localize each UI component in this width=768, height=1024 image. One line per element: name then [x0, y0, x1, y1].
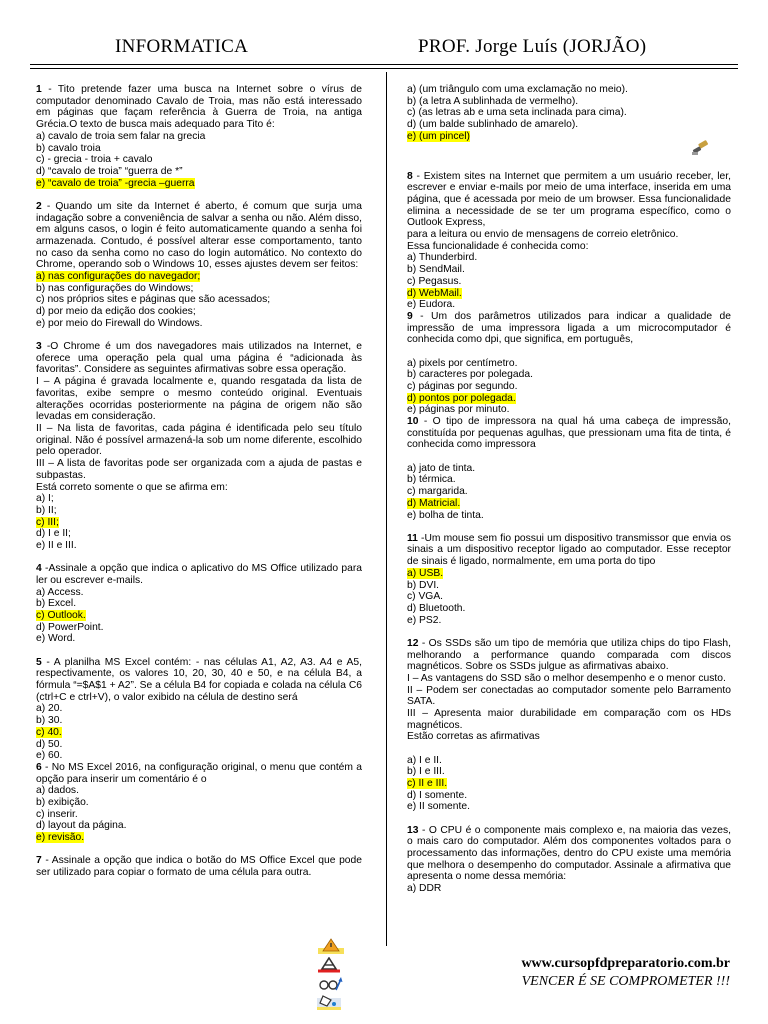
question-3 [36, 341, 362, 552]
option-text: a) I e II. [407, 754, 442, 766]
option-text: a) I; [36, 493, 54, 505]
option-list [407, 568, 731, 627]
option-item [36, 540, 362, 552]
option-text: a) (um triângulo com uma exclamação no meio). [407, 84, 628, 95]
option-item [407, 801, 731, 813]
spacer [407, 451, 731, 463]
option-text: c) VGA. [407, 591, 444, 603]
spacer [407, 743, 731, 755]
question-6 [36, 762, 362, 844]
option-item [36, 610, 362, 622]
option-text: e) II e III. [36, 540, 77, 552]
option-list [407, 755, 731, 814]
option-item [36, 505, 362, 517]
option-item [36, 703, 362, 715]
question-text: - Os SSDs são um tipo de memória que utiliza chips do tipo Flash, melhorando a performance quando comparada com discos magnéticos. Sobre os SSDs julgue as afirmativas abaixo. [407, 637, 731, 673]
option-item [407, 107, 731, 119]
option-text: a) dados. [36, 785, 79, 797]
question-number: 13 [407, 824, 419, 836]
question-number: 3 [36, 341, 42, 353]
question-text: - O tipo de impressora na qual há uma cabeça de impressão, constituída por pequenas agulhas, que pressionam uma fita de tinta, é conhecida como impressora [407, 416, 731, 451]
option-text: b) 30. [36, 715, 63, 727]
option-item [36, 633, 362, 645]
option-text: b) caracteres por polegada. [407, 369, 533, 381]
option-text: a) jato de tinta. [407, 462, 476, 474]
question-8 [407, 171, 731, 311]
highlighted-answer: e) revisão. [36, 832, 85, 844]
question-7 [36, 855, 362, 878]
option-item [407, 264, 731, 276]
option-item [36, 178, 362, 190]
option-text: c) margarida. [407, 486, 468, 498]
option-item [36, 271, 362, 283]
option-item [407, 603, 731, 615]
question-10 [407, 416, 731, 521]
option-item [36, 598, 362, 610]
option-text: b) II; [36, 504, 57, 516]
option-text: b) DVI. [407, 579, 440, 591]
question-paragraph: III – Apresenta maior durabilidade em comparação com os HDs magnéticos. [407, 708, 731, 731]
option-item [407, 486, 731, 498]
question-text: -Assinale a opção que indica o aplicativo do MS Office utilizado para ler ou escrever e-mails. [36, 563, 362, 586]
highlighted-answer: c) II e III. [407, 778, 448, 790]
option-item [407, 96, 731, 108]
question-text: - O CPU é o componente mais complexo e, na maioria das vezes, o mais caro do computador. Além dos componentes voltados para o processamento das informações, dentro do CPU existe uma memória que melhora o desempenho do computador. Assinale a afirmativa que apresenta o nome dessa memória: [407, 824, 731, 883]
question-stem [407, 311, 731, 346]
option-text: b) (a letra A sublinhada de vermelho). [407, 95, 579, 107]
option-text: e) por meio do Firewall do Windows. [36, 317, 203, 329]
question-paragraph: II – Na lista de favoritas, cada página é identificada pelo seu título original. Não é possível armazená-la sob um nome diferente, escolhido pelo operador. [36, 422, 362, 458]
option-list [36, 703, 362, 762]
option-text: d) I somente. [407, 789, 468, 801]
option-text: a) Thunderbird. [407, 252, 478, 264]
question-9 [407, 311, 731, 416]
highlighted-answer: a) nas configurações do navegador; [36, 271, 201, 283]
option-item [407, 568, 731, 580]
question-stem [36, 201, 362, 271]
highlighted-answer: c) 40. [36, 726, 62, 738]
option-item [407, 463, 731, 475]
option-item [407, 381, 731, 393]
option-item [36, 283, 362, 295]
paintbrush-icon [690, 140, 712, 158]
question-stem [36, 84, 362, 131]
option-text: e) II somente. [407, 801, 470, 813]
right-column [407, 84, 731, 906]
header-rule [30, 64, 738, 65]
header-teacher: PROF. Jorge Luís (JORJÃO) [418, 36, 647, 57]
option-text: d) PowerPoint. [36, 621, 104, 633]
question-paragraph: Essa funcionalidade é conhecida como: [407, 240, 589, 252]
option-item [36, 318, 362, 330]
option-item [407, 369, 731, 381]
option-text: e) 60. [36, 750, 63, 762]
option-text: e) bolha de tinta. [407, 509, 484, 521]
question-number: 8 [407, 170, 413, 182]
option-text: d) “cavalo de troia” “guerra de *” [36, 165, 183, 177]
option-text: b) nas configurações do Windows; [36, 282, 194, 294]
option-item [407, 766, 731, 778]
option-text: a) DDR [407, 883, 442, 895]
question-paragraph: II – Podem ser conectadas ao computador somente pelo Barramento SATA. [407, 684, 731, 708]
option-text: c) inserir. [36, 808, 78, 820]
option-item [36, 832, 362, 844]
option-item [407, 591, 731, 603]
question-number: 10 [407, 416, 419, 428]
option-list [36, 785, 362, 844]
option-list [407, 463, 731, 522]
question-stem [407, 416, 731, 451]
option-list [36, 587, 362, 646]
question-number: 11 [407, 532, 418, 544]
option-item [36, 528, 362, 540]
question-text: - Quando um site da Internet é aberto, é comum que surja uma indagação sobre a conveniência de salvar a senha ou não. Além disso, em alguns casos, o login é feito automaticamente quando a senha foi armazenada. Contudo, é possível alterar esse comportamento, tanto no caso da senha como no caso do login automático. No contexto do Chrome, operando sob o Windows 10, esses ajustes devem ser feitos: [36, 200, 362, 271]
question-2 [36, 201, 362, 330]
paint-bucket-icon [314, 993, 344, 1011]
option-text: e) páginas por minuto. [407, 404, 510, 416]
option-list [407, 883, 731, 895]
question-text: -Um mouse sem fio possui um dispositivo transmissor que envia os sinais a um dispositivo receptor ligado ao computador. Esse receptor de sinais é ligado, normalmente, em uma porta do tipo [407, 532, 731, 568]
option-list [407, 358, 731, 417]
highlighted-answer: d) pontos por polegada. [407, 392, 516, 404]
question-paragraph: para a leitura ou envio de mensagens de correio eletrônico. [407, 229, 679, 241]
question-paragraph: I – As vantagens do SSD são o melhor desempenho e o menor custo. [407, 672, 726, 684]
column-divider [386, 72, 387, 946]
option-text: a) 20. [36, 703, 63, 715]
option-text: d) Bluetooth. [407, 602, 466, 614]
option-text: d) (um balde sublinhado de amarelo). [407, 119, 579, 131]
warning-triangle-icon [318, 938, 344, 954]
question-stem [36, 855, 362, 878]
question-text: -O Chrome é um dos navegadores mais utilizados na Internet, e oferece uma operação pela qual uma página é “adicionada às favoritas”. Considere as seguintes afirmativas sobre essa operação. [36, 341, 362, 376]
option-item [407, 755, 731, 767]
option-item [407, 131, 731, 143]
option-text: d) por meio da edição dos cookies; [36, 306, 196, 318]
question-stem [36, 762, 362, 785]
question-paragraph: I – A página é gravada localmente e, quando resgatada da lista de favoritas, exibe sempre o mesmo conteúdo original. Eventuais alterações ocorridas posteriormente na página de origem não são levadas em consideração. [36, 376, 362, 423]
option-item [36, 131, 362, 143]
option-item [36, 493, 362, 505]
header-rule-thin [30, 68, 738, 69]
option-text: e) Word. [36, 633, 76, 645]
option-text: d) 50. [36, 738, 63, 750]
option-item [407, 288, 731, 300]
question-paragraph: Está correto somente o que se afirma em: [36, 481, 228, 493]
option-text: c) nos próprios sites e páginas que são acessados; [36, 294, 271, 306]
option-text: c) páginas por segundo. [407, 380, 518, 392]
question-text: - Assinale a opção que indica o botão do MS Office Excel que pode ser utilizado para copiar o formato de uma célula para outra. [36, 855, 362, 879]
question-12 [407, 638, 731, 813]
option-item [407, 358, 731, 370]
question-number: 4 [36, 563, 42, 575]
option-item [36, 587, 362, 599]
option-item [36, 785, 362, 797]
question-stem [36, 341, 362, 376]
option-item [407, 510, 731, 522]
left-column [36, 84, 362, 890]
option-item [407, 276, 731, 288]
highlighted-answer: d) Matricial. [407, 497, 461, 509]
option-item [407, 299, 731, 311]
option-item [407, 883, 731, 895]
question-13 [407, 825, 731, 895]
question-stem [407, 825, 731, 884]
option-item [36, 306, 362, 318]
highlighted-answer: c) III; [36, 516, 59, 528]
option-item [36, 143, 362, 155]
option-item [407, 580, 731, 592]
option-item [407, 252, 731, 264]
question-text: - Existem sites na Internet que permitem a um usuário receber, ler, escrever e enviar e-mails por meio de uma interface, inserida em uma página, que é acessada por meio de um browser. Essa funcionalidade elimina a necessidade de se ter um programa específico, como o Outlook Express, [407, 170, 731, 229]
question-number: 7 [36, 855, 42, 867]
option-list [36, 493, 362, 552]
question-5 [36, 657, 362, 762]
option-item [36, 166, 362, 178]
option-item [36, 622, 362, 634]
option-item [36, 294, 362, 306]
question-stem [36, 657, 362, 704]
option-item [407, 404, 731, 416]
option-text: a) cavalo de troia sem falar na grecia [36, 130, 206, 142]
question-number: 6 [36, 761, 42, 773]
option-text: e) PS2. [407, 614, 442, 626]
option-text: b) cavalo troia [36, 142, 101, 154]
spacer [407, 346, 731, 358]
question-stem [407, 638, 731, 673]
highlighted-answer: e) (um pincel) [407, 130, 470, 142]
option-item [407, 119, 731, 131]
option-text: b) térmica. [407, 474, 456, 486]
option-item [407, 790, 731, 802]
option-text: b) SendMail. [407, 264, 465, 276]
question-paragraph: Estão corretas as afirmativas [407, 731, 540, 743]
question-stem [36, 563, 362, 586]
option-item [407, 498, 731, 510]
option-item [36, 820, 362, 832]
option-item [407, 84, 731, 96]
question-11 [407, 533, 731, 627]
option-list [407, 252, 731, 311]
option-list [36, 131, 362, 190]
option-item [36, 517, 362, 529]
option-text: d) I e II; [36, 528, 71, 540]
header-subject: INFORMATICA [115, 36, 249, 57]
question-1 [36, 84, 362, 189]
option-item [407, 615, 731, 627]
highlighted-answer: d) WebMail. [407, 287, 462, 299]
option-item [36, 809, 362, 821]
question-4 [36, 563, 362, 645]
question-number: 1 [36, 84, 42, 95]
highlighted-answer: a) USB. [407, 567, 444, 579]
font-color-icon [316, 957, 342, 973]
option-text: a) Access. [36, 586, 84, 598]
option-item [36, 750, 362, 762]
question-text: - No MS Excel 2016, na configuração original, o menu que contém a opção para inserir um comentário é o [36, 761, 362, 785]
question-paragraph: III – A lista de favoritas pode ser organizada com a ajuda de pastas e subpastas. [36, 458, 362, 481]
option-text: e) Eudora. [407, 299, 456, 311]
question-number: 2 [36, 200, 42, 212]
option-item [36, 797, 362, 809]
question-cont [407, 84, 731, 143]
question-number: 9 [407, 310, 413, 322]
footer-motto: VENCER É SE COMPROMETER !!! [521, 974, 730, 989]
option-item [407, 393, 731, 405]
option-text: a) pixels por centímetro. [407, 357, 518, 369]
question-number: 5 [36, 656, 42, 668]
option-item [36, 715, 362, 727]
question-stem [407, 533, 731, 568]
footer-url: www.cursopfdpreparatorio.com.br [521, 956, 730, 971]
highlighted-answer: e) “cavalo de troia” -grecia –guerra [36, 177, 195, 189]
question-text: - A planilha MS Excel contém: - nas células A1, A2, A3. A4 e A5, respectivamente, os valores 10, 20, 30, 40 e 50, e na célula B4, a fórmula “=$A$1 + A2”. Se a célula B4 for copiada e colada na célula C6 (ctrl+C e ctrl+V), o valor exibido na célula de destino será [36, 656, 362, 703]
question-text: - Um dos parâmetros utilizados para indicar a qualidade de impressão de uma impressora ligada a um microcomputador é conhecida como dpi, que significa, em português, [407, 310, 731, 346]
option-text: c) - grecia - troia + cavalo [36, 154, 153, 166]
question-stem [407, 171, 731, 230]
option-text: c) Pegasus. [407, 275, 462, 287]
sort-ab-icon [317, 976, 343, 992]
option-text: b) exibição. [36, 797, 89, 809]
question-number: 12 [407, 637, 419, 649]
highlighted-answer: c) Outlook. [36, 610, 86, 622]
option-text: c) (as letras ab e uma seta inclinada para cima). [407, 107, 627, 119]
option-text: d) layout da página. [36, 820, 127, 832]
option-item [36, 739, 362, 751]
option-text: b) I e III. [407, 766, 445, 778]
option-item [407, 778, 731, 790]
option-item [407, 474, 731, 486]
option-list [36, 271, 362, 330]
option-item [36, 154, 362, 166]
option-text: b) Excel. [36, 598, 77, 610]
option-item [36, 727, 362, 739]
question-text: - Tito pretende fazer uma busca na Internet sobre o vírus de computador denominado Cavalo de Troia, mas não está interessado em páginas que façam referência à Guerra de Troia, na antiga Grécia.O texto de busca mais adequado para Tito é: [36, 84, 362, 131]
option-list [407, 84, 731, 143]
